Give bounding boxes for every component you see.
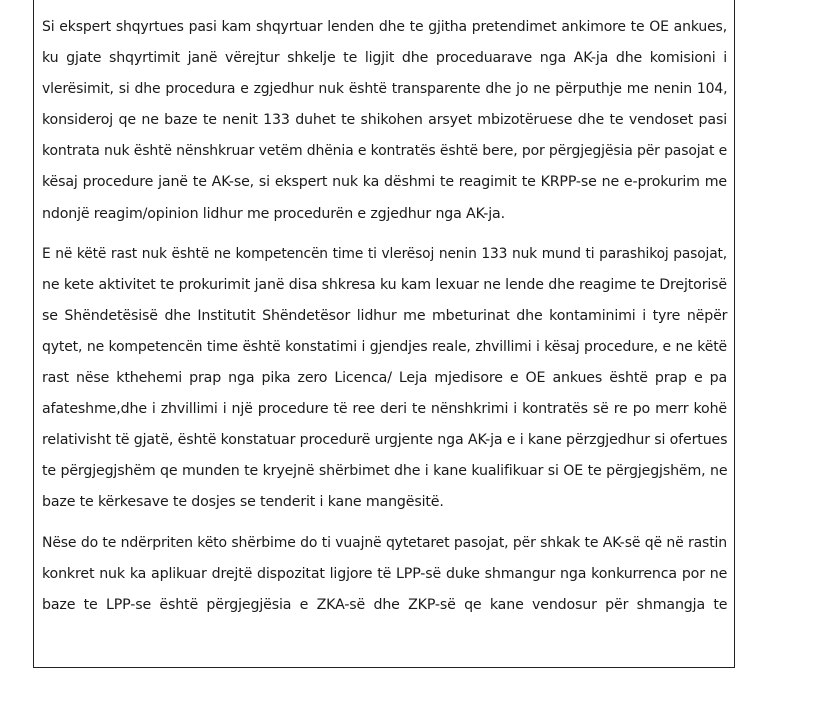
text-line: ne kete aktivitet te prokurimit janë disa shkresa ku kam lexuar ne lende dhe reagime te Drejtorisë — [42, 276, 727, 293]
document-body — [42, 12, 727, 630]
text-line: E në këtë rast nuk është ne kompetencën time ti vlerësoj nenin 133 nuk mund ti parashikoj pasojat, — [42, 245, 727, 262]
document-page — [33, 0, 735, 668]
text-line: ndonjë reagim/opinion lidhur me procedurën e zgjedhur nga AK-ja. — [42, 205, 505, 222]
text-line: ku gjate shqyrtimit janë vërejtur shkelje te ligjit dhe proceduaravе nga AK-ja dhe komisioni i — [42, 50, 727, 67]
text-line: te përgjegjshëm qe munden te kryejnë shërbimet dhe i kane kualifikuar si OE te përgjegjshëm, ne — [42, 463, 728, 480]
text-line: baze te LPP-se është përgjegjësia e ZKA-së dhe ZKP-së qe kane vendosur për shmangja te — [42, 596, 728, 613]
text-line: Nëse do te ndërpriten këto shërbime do ti vuajnë qytetaret pasojat, për shkak te AK-së që në rastin — [42, 534, 727, 551]
text-line: konkret nuk ka aplikuar drejtë dispozitat ligjore të LPP-së duke shmangur nga konkurrenca por ne — [42, 565, 728, 582]
text-line: baze te kërkesave te dosjes se tenderit i kane mangësitë. — [42, 494, 444, 511]
text-line: kontrata nuk është nënshkruar vetëm dhënia e kontratës është bere, por përgjegjësia për pasojat e — [42, 143, 728, 160]
text-line: se Shëndetësisë dhe Institutit Shëndetësor lidhur me mbeturinat dhe kontaminimi i tyre nëpër — [42, 307, 728, 324]
text-line: rast nëse kthehemi prap nga pika zero Licenca/ Leja mjedisore e OE ankues është prap e pa — [42, 370, 727, 387]
text-line: afateshme,dhe i zhvillimi i një procedure të ree deri te nënshkrimi i kontratës së re po merr kohë — [42, 401, 727, 418]
text-line: Si ekspert shqyrtues pasi kam shqyrtuar lenden dhe te gjitha pretendimet ankimore te OE ankues, — [42, 19, 727, 35]
paragraph-2 — [42, 239, 727, 519]
text-line: vlerësimit, si dhe procedura e zgjedhur nuk është transparente dhe jo ne përputhje me nenin 104, — [42, 81, 728, 98]
text-line: relativisht të gjatë, është konstatuar procedurë urgjente nga AK-ja e i kane përzgjedhur si ofertues — [42, 432, 728, 449]
text-line: kësaj procedure janë te AK-se, si ekspert nuk ka dëshmi te reagimit te KRPP-se ne e-prokurim me — [42, 174, 727, 191]
paragraph-1 — [42, 12, 727, 230]
text-line: qytet, ne kompetencën time është konstatimi i gjendjes reale, zhvillimi i kësaj procedure, e ne këtë — [42, 338, 727, 355]
paragraph-3 — [42, 528, 727, 621]
text-line: konsideroj qe ne baze te nenit 133 duhet te shikohen arsyet mbizotëruese dhe te vendoset pasi — [42, 112, 727, 129]
